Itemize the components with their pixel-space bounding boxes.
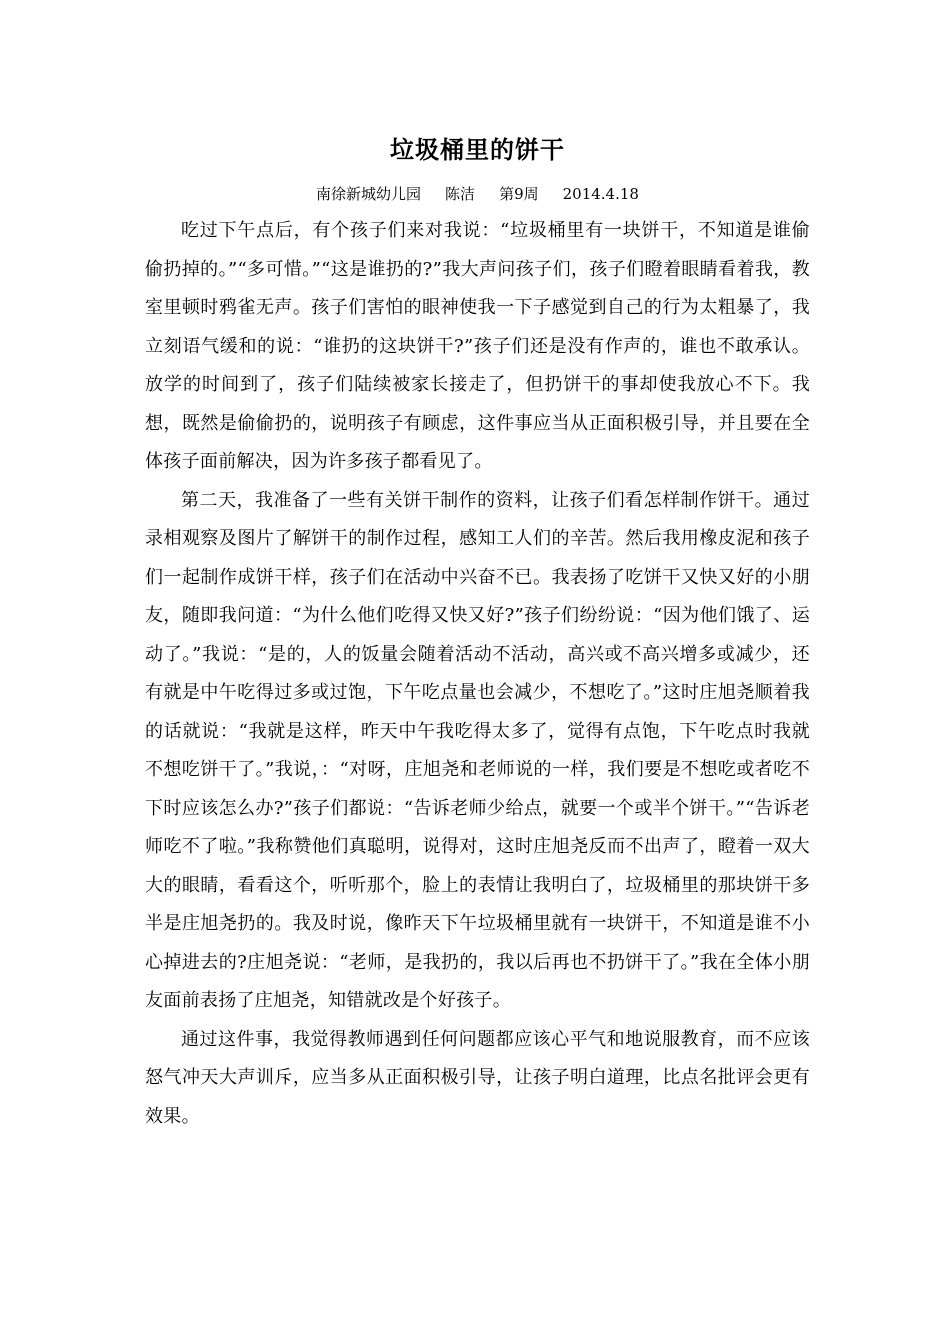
document-meta [145, 180, 810, 208]
paragraph-3: 通过这件事，我觉得教师遇到任何问题都应该心平气和地说服教育，而不应该怒气冲天大声训斥，应当多从正面积极引导，让孩子明白道理，比点名批评会更有效果。 [145, 1028, 810, 1127]
meta-date: 2014.4.18 [562, 185, 639, 203]
document-page [145, 130, 810, 1136]
meta-school: 南徐新城幼儿园 [316, 185, 422, 203]
meta-week: 第9周 [499, 185, 539, 203]
paragraph-2: 第二天，我准备了一些有关饼干制作的资料，让孩子们看怎样制作饼干。通过录相观察及图片了解饼干的制作过程，感知工人们的辛苦。然后我用橡皮泥和孩子们一起制作成饼干样，孩子们在活动中兴奋不已。我表扬了吃饼干又快又好的小朋友，随即我问道：“为什么他们吃得又快又好?”孩子们纷纷说：“因为他们饿了、运动了。”我说：“是的，人的饭量会随着活动不活动，高兴或不高兴增多或减少，还有就是中午吃得过多或过饱，下午吃点量也会减少，不想吃了。”这时庄旭尧顺着我的话就说：“我就是这样，昨天中午我吃得太多了，觉得有点饱，下午吃点时我就不想吃饼干了。”我说，：“对呀，庄旭尧和老师说的一样，我们要是不想吃或者吃不下时应该怎么办?”孩子们都说：“告诉老师少给点，就要一个或半个饼干。”“告诉老师吃不了啦。”我称赞他们真聪明，说得对，这时庄旭尧反而不出声了，瞪着一双大大的眼睛，看看这个，听听那个，脸上的表情让我明白了，垃圾桶里的那块饼干多半是庄旭尧扔的。我及时说，像昨天下午垃圾桶里就有一块饼干，不知道是谁不小心掉进去的?庄旭尧说：“老师，是我扔的，我以后再也不扔饼干了。”我在全体小朋友面前表扬了庄旭尧，知错就改是个好孩子。 [145, 489, 810, 1011]
meta-author: 陈洁 [445, 185, 476, 203]
document-title: 垃圾桶里的饼干 [390, 136, 565, 164]
paragraph-1: 吃过下午点后，有个孩子们来对我说：“垃圾桶里有一块饼干，不知道是谁偷偷扔掉的。”“多可惜。”“这是谁扔的?”我大声问孩子们，孩子们瞪着眼睛看着我，教室里顿时鸦雀无声。孩子们害怕的眼神使我一下子感觉到自己的行为太粗暴了，我立刻语气缓和的说：“谁扔的这块饼干?”孩子们还是没有作声的，谁也不敢承认。放学的时间到了，孩子们陆续被家长接走了，但扔饼干的事却使我放心不下。我想，既然是偷偷扔的，说明孩子有顾虑，这件事应当从正面积极引导，并且要在全体孩子面前解决，因为许多孩子都看见了。 [145, 220, 810, 472]
